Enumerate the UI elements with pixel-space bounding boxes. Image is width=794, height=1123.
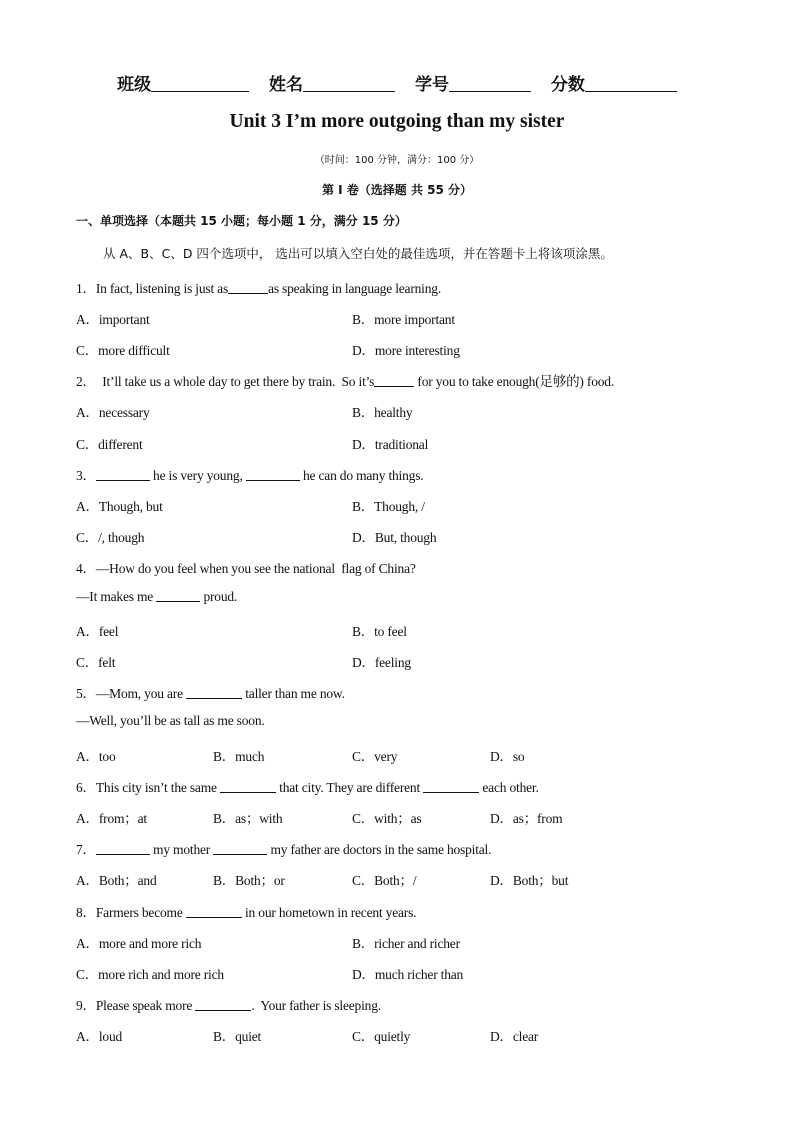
question-8-option-b[interactable]: B．richer and richer (352, 936, 460, 951)
question-5-option-b[interactable]: B．much (213, 749, 265, 764)
question-3-option-a[interactable]: A．Though, but (76, 499, 163, 514)
question-8-option-c[interactable]: C．more rich and more rich (76, 967, 224, 982)
question-7-option-d[interactable]: D．Both；but (490, 873, 569, 888)
question-9-option-d[interactable]: D．clear (490, 1029, 539, 1044)
question-3-option-d[interactable]: D．But, though (352, 530, 437, 545)
question-2-option-b[interactable]: B．healthy (352, 405, 413, 420)
answer-blank (374, 374, 414, 387)
section-title: 一、单项选择（本题共 15 小题；每小题 1 分，满分 15 分） (76, 214, 407, 228)
score-blank[interactable] (585, 75, 677, 92)
answer-blank (423, 780, 479, 793)
question-5-option-d[interactable]: D．so (490, 749, 525, 764)
question-4-option-b[interactable]: B．to feel (352, 624, 407, 639)
question-1-option-c[interactable]: C．more difficult (76, 343, 170, 358)
part-title: 第 I 卷（选择题 共 55 分） (321, 183, 473, 197)
class-blank[interactable] (151, 75, 249, 92)
question-9-option-b[interactable]: B．quiet (213, 1029, 262, 1044)
answer-blank (156, 589, 200, 602)
student-info-header (0, 70, 794, 95)
question-6-stem: 6．This city isn’t the same that city. They are different each other. (76, 780, 539, 795)
question-5-option-a[interactable]: A．too (76, 749, 116, 764)
question-3-stem: 3． he is very young, he can do many things. (76, 468, 424, 483)
question-3-option-b[interactable]: B．Though, / (352, 499, 425, 514)
question-7-option-c[interactable]: C．Both；/ (352, 873, 417, 888)
answer-blank (186, 686, 242, 699)
name-blank[interactable] (303, 75, 395, 92)
question-4-option-d[interactable]: D．feeling (352, 655, 411, 670)
question-8-stem: 8．Farmers become in our hometown in recent years. (76, 905, 417, 920)
question-4-option-c[interactable]: C．felt (76, 655, 116, 670)
answer-blank (228, 281, 268, 294)
question-5-reply: —Well, you’ll be as tall as me soon. (76, 713, 265, 728)
question-4-option-a[interactable]: A．feel (76, 624, 119, 639)
question-2-option-d[interactable]: D．traditional (352, 437, 429, 452)
question-6-option-d[interactable]: D．as；from (490, 811, 563, 826)
question-1-option-b[interactable]: B．more important (352, 312, 455, 327)
question-2-option-c[interactable]: C．different (76, 437, 143, 452)
answer-blank (96, 842, 150, 855)
instruction: 从 A、B、C、D 四个选项中， 选出可以填入空白处的最佳选项，并在答题卡上将该项涂黑。 (103, 246, 613, 261)
page-title: Unit 3 I’m more outgoing than my sister (229, 111, 565, 132)
question-1-stem: 1．In fact, listening is just as as speaking in language learning. (76, 281, 441, 296)
question-1-option-d[interactable]: D．more interesting (352, 343, 460, 358)
question-8-option-a[interactable]: A．more and more rich (76, 936, 202, 951)
question-6-option-c[interactable]: C．with；as (352, 811, 422, 826)
answer-blank (96, 468, 150, 481)
question-4-reply: —It makes me proud. (76, 589, 238, 604)
exam-time-score: （时间：100 分钟，满分：100 分） (314, 155, 480, 166)
question-5-option-c[interactable]: C．very (352, 749, 398, 764)
answer-blank (195, 998, 251, 1011)
question-7-option-a[interactable]: A．Both；and (76, 873, 157, 888)
question-9-option-c[interactable]: C．quietly (352, 1029, 411, 1044)
id-blank[interactable] (449, 75, 531, 92)
answer-blank (186, 905, 242, 918)
question-3-option-c[interactable]: C．/, though (76, 530, 145, 545)
answer-blank (220, 780, 276, 793)
id-field: 学号 (415, 75, 531, 95)
question-2-stem: 2． It’ll take us a whole day to get there by train. So it’s for you to take enough(足够的) food. (76, 374, 615, 389)
question-6-option-a[interactable]: A．from；at (76, 811, 147, 826)
question-6-option-b[interactable]: B．as；with (213, 811, 283, 826)
question-4-stem: 4．—How do you feel when you see the national flag of China? (76, 561, 416, 576)
class-field: 班级 (117, 75, 249, 95)
question-9-stem: 9．Please speak more . Your father is sleeping. (76, 998, 381, 1013)
question-1-option-a[interactable]: A．important (76, 312, 150, 327)
question-5-stem: 5．—Mom, you are taller than me now. (76, 686, 345, 701)
answer-blank (246, 468, 300, 481)
score-field: 分数 (551, 75, 677, 95)
name-field: 姓名 (269, 75, 395, 95)
question-8-option-d[interactable]: D．much richer than (352, 967, 464, 982)
answer-blank (213, 842, 267, 855)
question-7-option-b[interactable]: B．Both；or (213, 873, 285, 888)
question-7-stem: 7． my mother my father are doctors in the same hospital. (76, 842, 492, 857)
question-9-option-a[interactable]: A．loud (76, 1029, 123, 1044)
question-2-option-a[interactable]: A．necessary (76, 405, 150, 420)
